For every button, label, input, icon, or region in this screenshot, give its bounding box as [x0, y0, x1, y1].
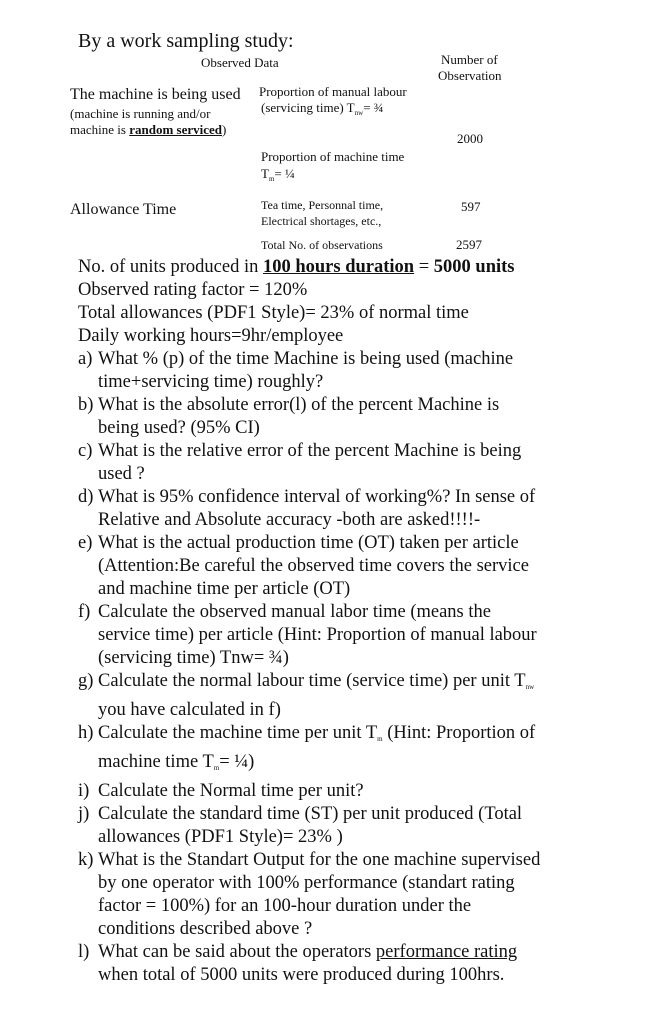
- row-machine-used-label: The machine is being used: [70, 86, 241, 103]
- question-g: g) Calculate the normal labour time (service time) per unit $T_{nw}$ you have calculated in f): [78, 671, 535, 720]
- row-allowance-label: Allowance Time: [70, 201, 177, 218]
- question-e: e) What is the actual production time (OT) taken per article (Attention:Be careful the observed time covers the service and machine time per article (OT): [78, 533, 529, 599]
- units-emphasis: 5000 units: [433, 257, 515, 277]
- question-d: d) What is 95% confidence interval of working%? In sense of Relative and Absolute accuracy -both are asked!!!!-: [78, 487, 536, 530]
- question-f: f) Calculate the observed manual labor time (means the service time) per article (Hint: Proportion of manual labour (servicing time) Tnw= ¾): [78, 602, 537, 668]
- total-observations-label: Total No. of observations: [261, 238, 383, 252]
- col-header-number-line2: Observation: [438, 68, 502, 83]
- row-machine-used-value: 2000: [457, 131, 483, 146]
- question-c: c) What is the relative error of the percent Machine is being used ?: [78, 441, 522, 484]
- col-header-number-line1: Number of: [441, 52, 498, 67]
- row-machine-used-sub1: (machine is running and/or: [70, 106, 211, 121]
- hours-duration-emphasis: 100 hours duration: [262, 257, 415, 277]
- fact-total-allowances: Total allowances (PDF1 Style)= 23% of normal time: [78, 303, 469, 323]
- random-serviced-emphasis: random serviced: [129, 122, 223, 137]
- page-heading: By a work sampling study:: [78, 30, 294, 52]
- question-a: a) What % (p) of the time Machine is being used (machine time+servicing time) roughly?: [78, 349, 514, 392]
- question-b: b) What is the absolute error(l) of the percent Machine is being used? (95% CI): [78, 395, 500, 438]
- fact-daily-hours: Daily working hours=9hr/employee: [78, 326, 344, 346]
- question-list: [78, 348, 598, 987]
- performance-rating-emphasis: performance rating: [375, 942, 518, 962]
- question-l: l) What can be said about the operators performance rating when total of 5000 units were produced during 100hrs.: [78, 942, 518, 985]
- total-observations-value: 2597: [456, 237, 482, 252]
- machine-time-desc-line1: Proportion of machine time: [261, 149, 405, 164]
- fact-units-produced: No. of units produced in 100 hours duration = 5000 units: [78, 257, 515, 277]
- allowance-desc-line1: Tea time, Personnal time,: [261, 198, 384, 212]
- question-k: k) What is the Standart Output for the one machine supervised by one operator with 100% performance (standart rating factor = 100%) for an 100-hour duration under the conditions described above ?: [78, 850, 541, 939]
- row-allowance-value: 597: [461, 199, 481, 214]
- manual-labour-desc-line1: Proportion of manual labour: [259, 84, 407, 99]
- row-machine-used-sub2: machine is random serviced): [70, 122, 227, 137]
- col-header-observed-data: Observed Data: [201, 55, 279, 70]
- manual-labour-desc-line2: (servicing time) $T_{nw}=$ ¾: [261, 100, 384, 117]
- question-i: i) Calculate the Normal time per unit?: [78, 781, 364, 801]
- machine-time-desc-line2: $T_m=$ ¼: [261, 166, 295, 183]
- question-j: j) Calculate the standard time (ST) per unit produced (Total allowances (PDF1 Style)= 23% ): [78, 804, 523, 847]
- allowance-desc-line2: Electrical shortages, etc.,: [261, 214, 382, 228]
- fact-rating-factor: Observed rating factor = 120%: [78, 280, 308, 300]
- question-h: h) Calculate the machine time per unit $T_m$ (Hint: Proportion of machine time $T_m=$ ¼): [78, 723, 536, 772]
